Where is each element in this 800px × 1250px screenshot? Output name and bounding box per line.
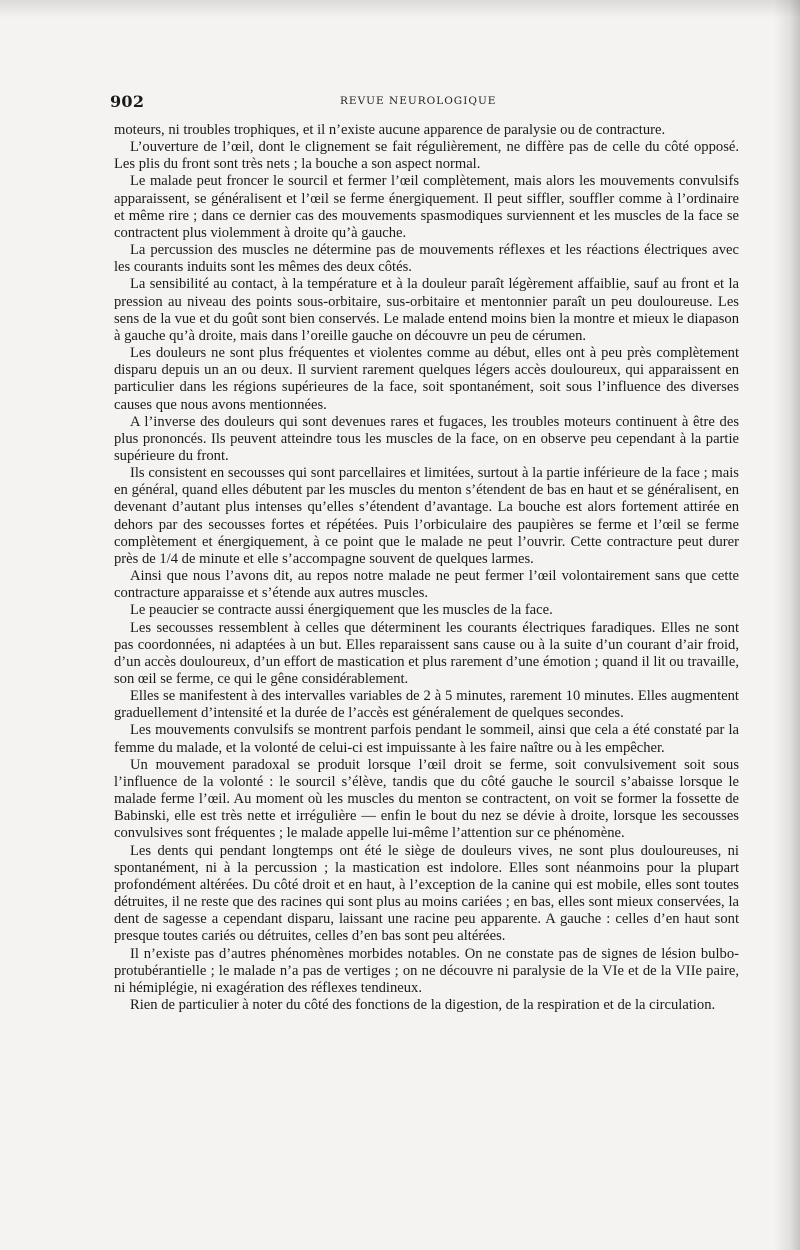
body-text xyxy=(114,122,739,1014)
paragraph: La percussion des muscles ne détermine pas de mouvements réflexes et les réactions électriques avec les courants induits sont les mêmes des deux côtés. xyxy=(114,242,739,276)
page-top-shadow xyxy=(0,0,800,18)
page-right-shadow xyxy=(774,0,800,1250)
paragraph: Ainsi que nous l’avons dit, au repos notre malade ne peut fermer l’œil volontairement sans que cette contracture apparaisse et s’étende aux autres muscles. xyxy=(114,568,739,602)
paragraph: Les secousses ressemblent à celles que déterminent les courants électriques faradiques. Elles ne sont pas coordonnées, ni adaptées à un but. Elles reparaissent sans cause ou à la suite d’un courant d’air froid, d’un accès douloureux, d’un effort de mastication et plus rarement d’une émotion ; quand il lit ou travaille, son œil se ferme, ce qui le gêne considérablement. xyxy=(114,619,739,687)
paragraph: L’ouverture de l’œil, dont le clignement se fait régulièrement, ne diffère pas de celle du côté opposé. Les plis du front sont très nets ; la bouche a son aspect normal. xyxy=(114,139,739,173)
paragraph: Un mouvement paradoxal se produit lorsque l’œil droit se ferme, soit convulsivement soit sous l’influence de la volonté : le sourcil s’élève, tandis que du côté gauche le sourcil s’abaisse lorsque le malade ferme l’œil. Au moment où les muscles du menton se contractent, on voit se former la fossette de Babinski, elle est très nette et irrégulière — enfin le bout du nez se dévie à droite, lorsque les secousses convulsives sont fréquentes ; le malade appelle lui-même l’attention sur ce phénomène. xyxy=(114,756,739,842)
paragraph: Les dents qui pendant longtemps ont été le siège de douleurs vives, ne sont plus douloureuses, ni spontanément, ni à la percussion ; la mastication est indolore. Elles sont néanmoins pour la plupart profondément altérées. Du côté droit et en haut, à l’exception de la canine qui est mobile, elles sont toutes détruites, il ne reste que des racines qui sont plus au moins cariées ; en bas, elles sont mieux conservées, la dent de sagesse a cependant disparu, laissant une racine peu apparente. A gauche : celles d’en haut sont presque toutes cariés ou détruites, celles d’en bas sont peu altérées. xyxy=(114,842,739,945)
paragraph: La sensibilité au contact, à la température et à la douleur paraît légèrement affaiblie, sauf au front et la pression au niveau des points sous-orbitaire, sus-orbitaire et mentonnier paraît un peu douloureuse. Les sens de la vue et du goût sont bien conservés. Le malade entend moins bien la montre et mieux le diapason à gauche qu’à droite, mais dans l’oreille gauche on découvre un peu de cérumen. xyxy=(114,276,739,344)
running-head: REVUE NEUROLOGIQUE xyxy=(340,95,497,107)
paragraph: A l’inverse des douleurs qui sont devenues rares et fugaces, les troubles moteurs continuent à être des plus prononcés. Ils peuvent atteindre tous les muscles de la face, on en observe peu cependant à la partie supérieure du front. xyxy=(114,413,739,464)
paragraph: Les douleurs ne sont plus fréquentes et violentes comme au début, elles ont à peu près complètement disparu depuis un an ou deux. Il survient rarement quelques légers accès douloureux, qui apparaissent en particulier dans les régions supérieures de la face, soit spontanément, soit sous l’influence des diverses causes que nous avons mentionnées. xyxy=(114,345,739,413)
paragraph: Ils consistent en secousses qui sont parcellaires et limitées, surtout à la partie inférieure de la face ; mais en général, quand elles débutent par les muscles du menton s’étendent de bas en haut et se généralisent, en devenant d’autant plus intenses qu’elles s’étendent d’avantage. La bouche est alors fortement attirée en dehors par des secousses fortes et répétées. Puis l’orbiculaire des paupières se ferme et l’œil se ferme complètement et énergiquement, à ce point que le malade ne peut l’ouvrir. Cette contracture peut durer près de 1/4 de minute et elle s’accompagne souvent de quelques larmes. xyxy=(114,465,739,567)
paragraph: moteurs, ni troubles trophiques, et il n’existe aucune apparence de paralysie ou de contracture. xyxy=(114,122,666,138)
paragraph: Le malade peut froncer le sourcil et fermer l’œil complètement, mais alors les mouvements convulsifs apparaissent, se généralisent et l’œil se ferme énergiquement. Il peut siffler, souffler comme à l’ordinaire et même rire ; dans ce dernier cas des mouvements spasmodiques surviennent et les muscles de la face se contractent plus violemment à droite qu’à gauche. xyxy=(114,173,739,241)
paragraph: Elles se manifestent à des intervalles variables de 2 à 5 minutes, rarement 10 minutes. Elles augmentent graduellement d’intensité et la durée de l’accès est généralement de quelques secondes. xyxy=(114,688,739,722)
page-number: 902 xyxy=(110,92,145,111)
page-header xyxy=(110,92,740,114)
paragraph: Il n’existe pas d’autres phénomènes morbides notables. On ne constate pas de signes de lésion bulbo-protubérantielle ; le malade n’a pas de vertiges ; on ne découvre ni paralysie de la VIe et de la VIIe paire, ni hémiplégie, ni exagération des réflexes tendineux. xyxy=(114,945,739,996)
paragraph: Rien de particulier à noter du côté des fonctions de la digestion, de la respiration et de la circulation. xyxy=(130,996,716,1013)
paragraph: Les mouvements convulsifs se montrent parfois pendant le sommeil, ainsi que cela a été constaté par la femme du malade, et la volonté de celui-ci est impuissante à les faire naître ou à les empêcher. xyxy=(114,722,739,756)
paragraph: Le peaucier se contracte aussi énergiquement que les muscles de la face. xyxy=(130,602,553,619)
